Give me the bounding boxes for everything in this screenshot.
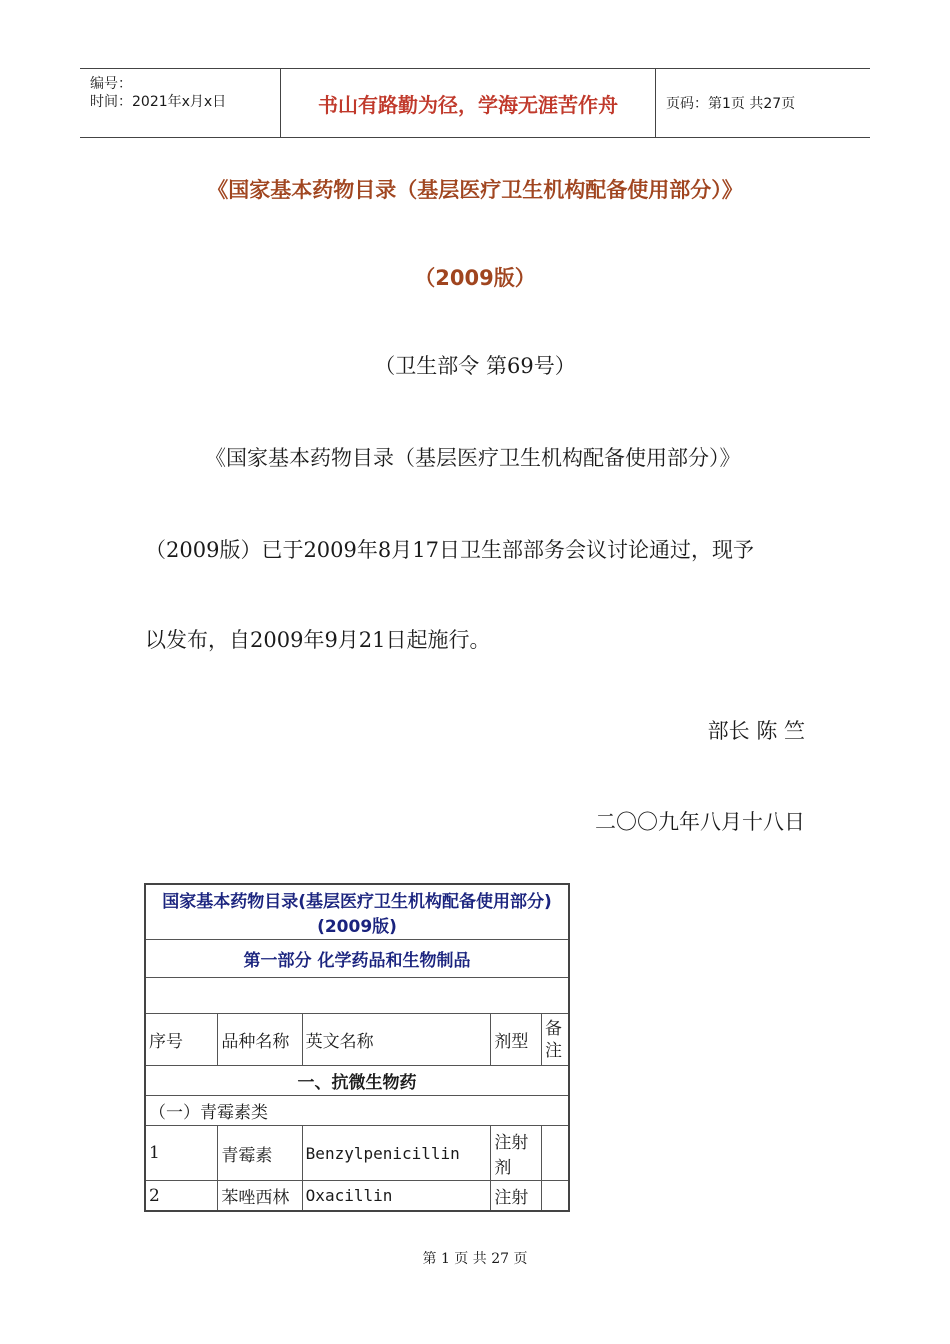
body-paragraph-line-2: （2009版）已于2009年8月17日卫生部部务会议讨论通过，现予 (145, 538, 754, 562)
cell-form: 注射剂 (491, 1126, 542, 1181)
cell-form: 注射 (491, 1181, 542, 1212)
col-header-english: 英文名称 (302, 1014, 491, 1066)
cell-no: 2 (145, 1181, 218, 1212)
header-motto: 书山有路勤为径，学海无涯苦作舟 (280, 69, 656, 137)
cell-note (542, 1181, 570, 1212)
document-date: 二〇〇九年八月十八日 (595, 810, 805, 834)
col-header-note: 备注 (542, 1014, 570, 1066)
page-header (80, 68, 870, 138)
signature: 部长 陈 竺 (707, 719, 805, 743)
cell-name: 青霉素 (218, 1126, 302, 1181)
table-row (145, 1126, 569, 1181)
table-part-heading: 第一部分 化学药品和生物制品 (145, 940, 569, 978)
cell-english: Oxacillin (302, 1181, 491, 1212)
header-page-info: 页码：第1页 共27页 (666, 96, 796, 112)
col-header-no: 序号 (145, 1014, 218, 1066)
table-subsection-heading: （一）青霉素类 (145, 1096, 569, 1126)
table-title: 国家基本药物目录(基层医疗卫生机构配备使用部分)(2009版) (145, 884, 569, 940)
table-section-heading: 一、抗微生物药 (145, 1066, 569, 1096)
document-title: 《国家基本药物目录（基层医疗卫生机构配备使用部分）》 (207, 178, 743, 202)
time-label: 时间：2021年x月x日 (90, 94, 227, 110)
cell-note (542, 1126, 570, 1181)
col-header-name: 品种名称 (218, 1014, 302, 1066)
body-paragraph-line-1: 《国家基本药物目录（基层医疗卫生机构配备使用部分）》 (205, 446, 741, 470)
table-empty-row (145, 978, 569, 1014)
drug-table (144, 883, 570, 1212)
header-left (80, 69, 280, 137)
cell-no: 1 (145, 1126, 218, 1181)
table-row (145, 1181, 569, 1212)
document-edition: （2009版） (414, 266, 536, 290)
cell-english: Benzylpenicillin (302, 1126, 491, 1181)
page-footer: 第 1 页 共 27 页 (422, 1251, 528, 1267)
col-header-form: 剂型 (491, 1014, 542, 1066)
number-label: 编号： (90, 76, 132, 92)
body-paragraph-line-3: 以发布，自2009年9月21日起施行。 (145, 628, 491, 652)
table-header-row (145, 1014, 569, 1066)
decree-line: （卫生部令 第69号） (374, 354, 576, 378)
cell-name: 苯唑西林 (218, 1181, 302, 1212)
